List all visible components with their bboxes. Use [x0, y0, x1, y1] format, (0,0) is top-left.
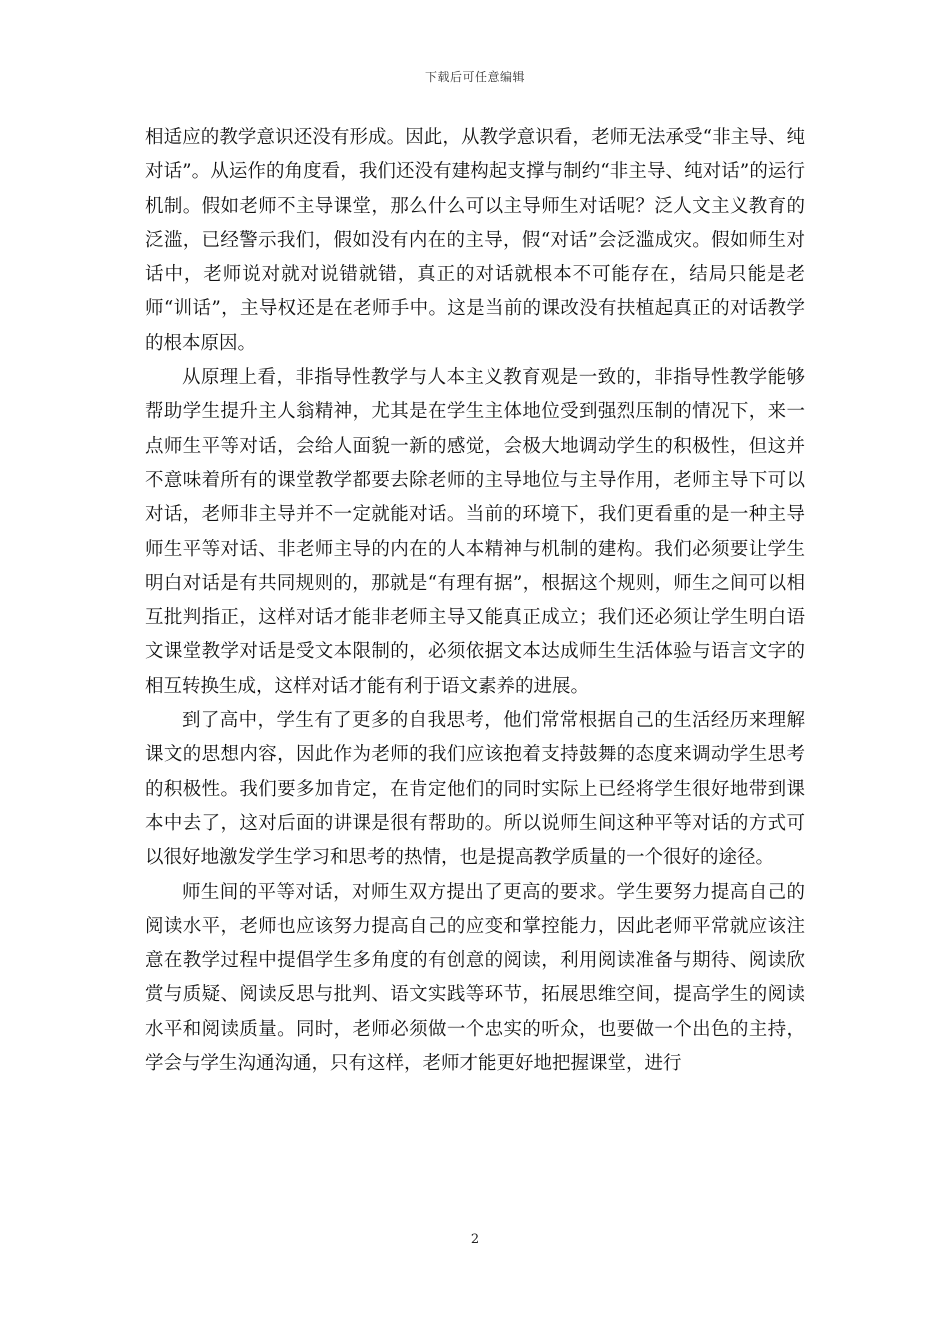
paragraph: 从原理上看，非指导性教学与人本主义教育观是一致的，非指导性教学能够帮助学生提升主人翁精神，尤其是在学生主体地位受到强烈压制的情况下，来一点师生平等对话，会给人面貌一新的感觉，会极大地调动学生的积极性，但这并不意味着所有的课堂教学都要去除老师的主导地位与主导作用，老师主导下可以对话，老师非主导并不一定就能对话。当前的环境下，我们更看重的是一种主导师生平等对话、非老师主导的内在的人本精神与机制的建构。我们必须要让学生明白对话是有共同规则的，那就是“有理有据”，根据这个规则，师生之间可以相互批判指正，这样对话才能非老师主导又能真正成立；我们还必须让学生明白语文课堂教学对话是受文本限制的，必须依据文本达成师生生活体验与语言文字的相互转换生成，这样对话才能有利于语文素养的进展。 [145, 367, 805, 697]
body-text [145, 121, 805, 1081]
paragraph-continued: 相适应的教学意识还没有形成。因此，从教学意识看，老师无法承受“非主导、纯对话”。从运作的角度看，我们还没有建构起支撑与制约“非主导、纯对话”的运行机制。假如老师不主导课堂，那么什么可以主导师生对话呢？泛人文主义教育的泛滥，已经警示我们，假如没有内在的主导，假“对话”会泛滥成灾。假如师生对话中，老师说对就对说错就错，真正的对话就根本不可能存在，结局只能是老师“训话”，主导权还是在老师手中。这是当前的课改没有扶植起真正的对话教学的根本原因。 [145, 127, 805, 354]
page-header: 下载后可任意编辑 [424, 70, 525, 84]
paragraph: 到了高中，学生有了更多的自我思考，他们常常根据自己的生活经历来理解课文的思想内容，因此作为老师的我们应该抱着支持鼓舞的态度来调动学生思考的积极性。我们要多加肯定，在肯定他们的同时实际上已经将学生很好地带到课本中去了，这对后面的讲课是很有帮助的。所以说师生间这种平等对话的方式可以很好地激发学生学习和思考的热情，也是提高教学质量的一个很好的途径。 [145, 710, 805, 869]
paragraph: 师生间的平等对话，对师生双方提出了更高的要求。学生要努力提高自己的阅读水平，老师也应该努力提高自己的应变和掌控能力，因此老师平常就应该注意在教学过程中提倡学生多角度的有创意的阅读，利用阅读准备与期待、阅读欣赏与质疑、阅读反思与批判、语文实践等环节，拓展思维空间，提高学生的阅读水平和阅读质量。同时，老师必须做一个忠实的听众，也要做一个出色的主持，学会与学生沟通沟通，只有这样，老师才能更好地把握课堂，进行 [145, 881, 805, 1075]
page-number: 2 [470, 1232, 480, 1247]
